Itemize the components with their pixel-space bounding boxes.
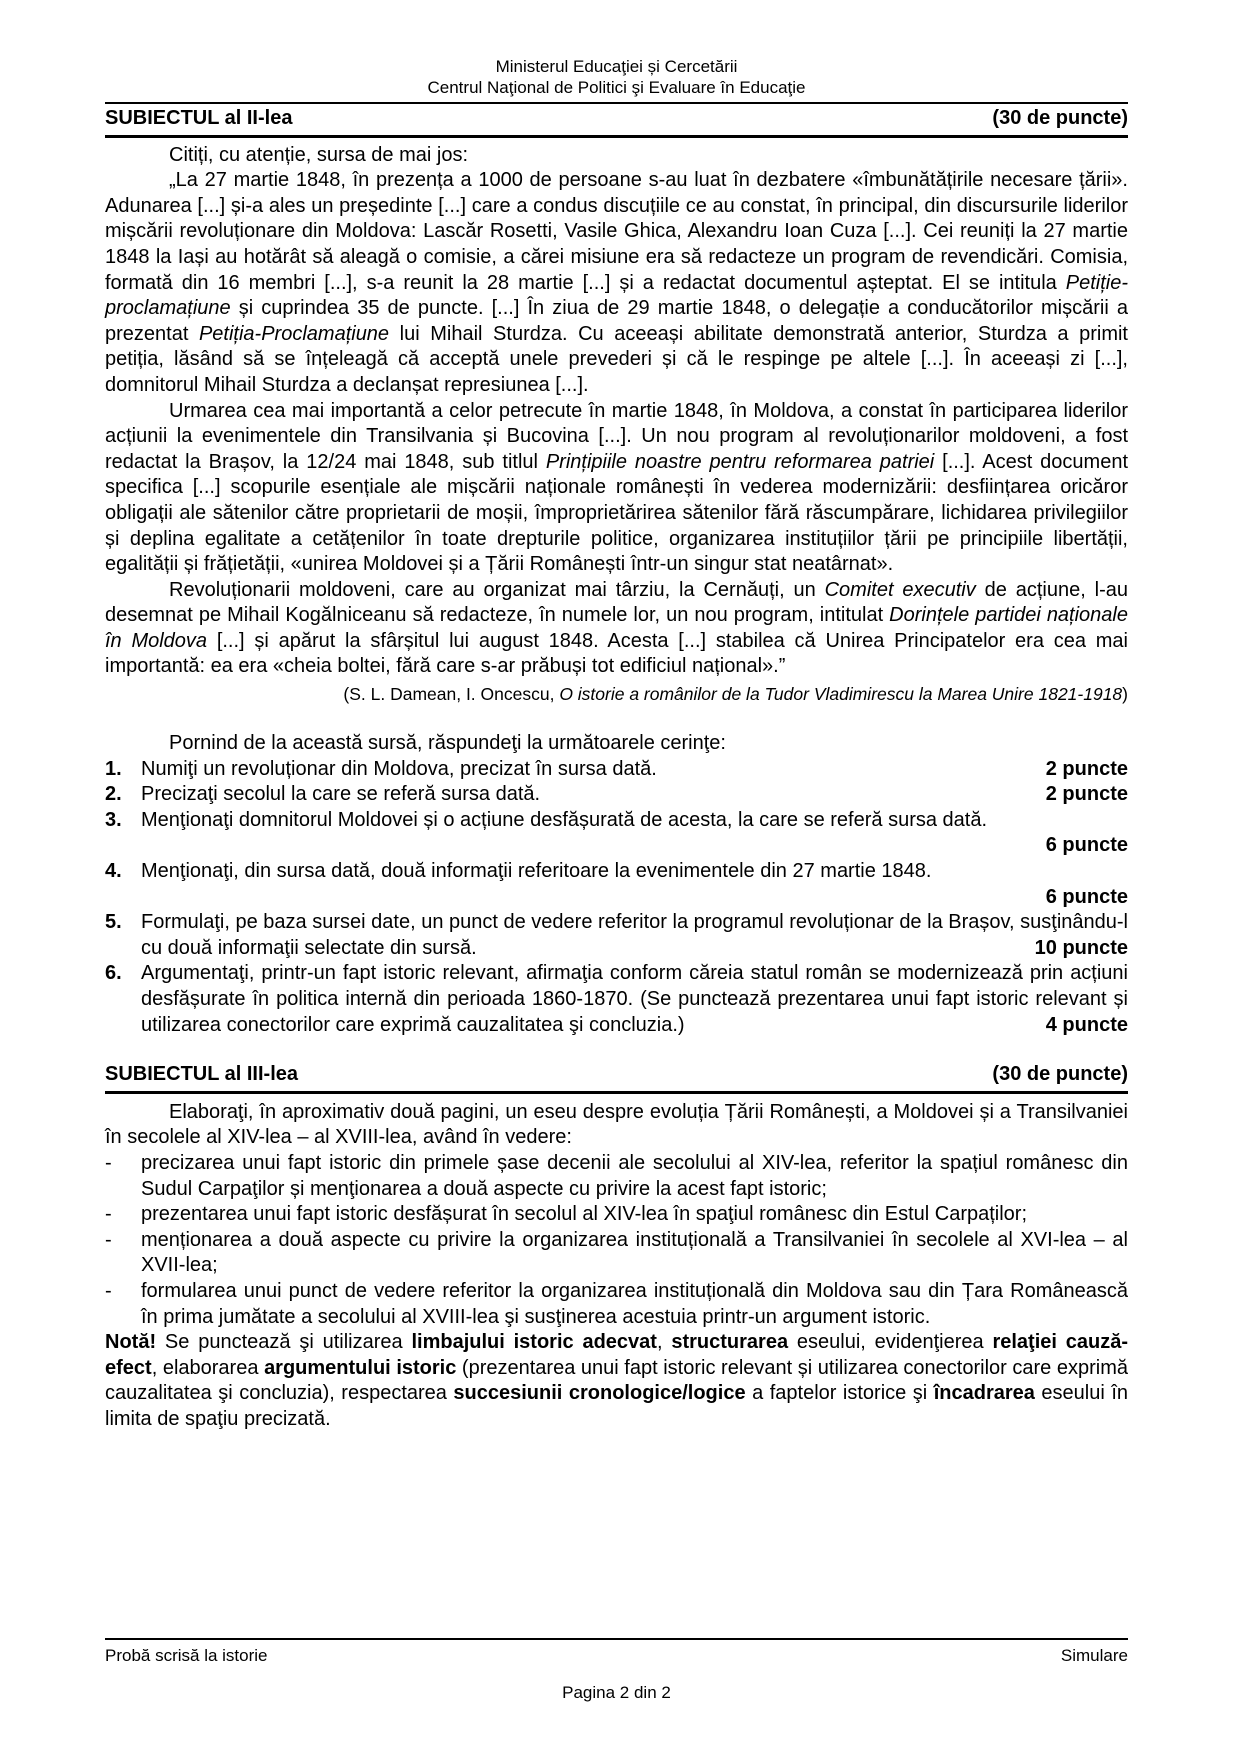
essay-requirement-text: prezentarea unui fapt istoric desfășurat în secolul al XIV-lea în spaţiul românesc din Estul Carpaților;: [141, 1203, 1028, 1226]
subject2-heading: [105, 104, 1128, 138]
essay-requirement-text: formularea unui punct de vedere referitor la organizarea instituțională din Moldova sau din Țara Românească în prima jumătate a secolului al XVIII-lea şi susţinerea acestuia printr-un argument istoric.: [141, 1279, 1128, 1328]
source-paragraph-2: Urmarea cea mai importantă a celor petrecute în martie 1848, în Moldova, a constat în participarea liderilor acțiunii la evenimentele din Transilvania și Bucovina [...]. Un nou program al revoluționarilor moldoveni, a fost redactat la Brașov, la 12/24 mai 1848, sub titlul Prințipiile noastre pentru reformarea patriei [...]. Acest document specifica [...] scopurile esențiale ale mișcării naționale românești în vederea modernizării: desființarea oricăror obligații ale sătenilor către proprietarii de moșii, împroprietărirea sătenilor fără răscumpărare, lichidarea privilegiilor și deplina egalitate a cetățenilor în toate drepturile politice, organizarea instituțiilor țării pe principiile libertății, egalității și frățietății, «unirea Moldovei și a Țării Românești într-un singur stat neatârnat».: [105, 399, 1128, 576]
question-body: [141, 757, 1128, 783]
page-number: Pagina 2 din 2: [562, 1683, 671, 1702]
question-5: [105, 910, 1128, 961]
essay-instruction: Elaboraţi, în aproximativ două pagini, un eseu despre evoluția Țării Românești, a Moldovei și a Transilvaniei în secolele al XIV-lea – al XVIII-lea, având în vedere:: [105, 1100, 1128, 1149]
bullet-dash: -: [105, 1228, 112, 1251]
question-3: [105, 808, 1128, 859]
question-text: Numiţi un revoluționar din Moldova, precizat în sursa dată.: [141, 757, 657, 780]
note-paragraph: Notă! Se punctează şi utilizarea limbajului istoric adecvat, structurarea eseului, evidenţierea relaţiei cauză-efect, elaborarea argumentului istoric (prezentarea unui fapt istoric relevant și utilizarea conectorilor care exprimă cauzalitatea şi concluzia), respectarea succesiunii cronologice/logice a faptelor istorice şi încadrarea eseului în limita de spaţiu precizată.: [105, 1331, 1129, 1430]
question-text: Precizaţi secolul la care se referă sursa dată.: [141, 783, 541, 806]
source-text: [105, 168, 1128, 680]
question-4: [105, 859, 1128, 910]
question-number: 5.: [105, 911, 122, 934]
question-1: [105, 757, 1128, 783]
question-points: 6 puncte: [1045, 834, 1128, 857]
ministry-line-2: Centrul Naţional de Politici şi Evaluare în Educaţie: [427, 78, 806, 97]
question-number: 1.: [105, 757, 122, 780]
question-points: 6 puncte: [1045, 885, 1128, 908]
question-6: [105, 961, 1128, 1038]
essay-requirement-1: [105, 1151, 1128, 1202]
question-number: 4.: [105, 860, 122, 883]
question-text: Menţionaţi domnitorul Moldovei și o acțiune desfășurată de acesta, la care se referă sursa dată.: [141, 808, 988, 831]
essay-requirement-2: [105, 1202, 1128, 1228]
question-number: 2.: [105, 783, 122, 806]
question-text: Formulaţi, pe baza sursei date, un punct de vedere referitor la programul revoluționar de la Brașov, susţinându-l cu două informaţii selectate din sursă.: [141, 911, 1128, 959]
question-body: [141, 782, 1128, 808]
subject2-points: (30 de puncte): [992, 107, 1128, 129]
question-text: Menţionaţi, din sursa dată, două informaţii referitoare la evenimentele din 27 martie 1848.: [141, 860, 932, 883]
source-paragraph-3: Revoluționarii moldoveni, care au organizat mai târziu, la Cernăuți, un Comitet executiv de acțiune, l-au desemnat pe Mihail Kogălniceanu să redacteze, în numele lor, un nou program, intitulat Dorințele partidei naționale în Moldova [...] și apărut la sfârșitul lui august 1848. Acesta [...] stabilea că Unirea Principatelor era cea mai importantă: ea era «cheia boltei, fără care s-ar prăbuși tot edificiul național».”: [105, 578, 1128, 678]
bullet-dash: -: [105, 1279, 112, 1302]
question-body: [141, 808, 1128, 859]
footer-right: Simulare: [1060, 1646, 1128, 1665]
footer: [105, 1638, 1128, 1703]
question-body: [141, 859, 1128, 910]
question-number: 3.: [105, 808, 122, 831]
requirements-intro: Pornind de la această sursă, răspundeţi la următoarele cerinţe:: [169, 732, 726, 755]
essay-requirement-text: precizarea unui fapt istoric din primele șase decenii ale secolului al XIV-lea, referitor la spațiul românesc din Sudul Carpaţilor și menţionarea a două aspecte cu privire la acest fapt istoric;: [141, 1151, 1128, 1200]
question-body: [141, 910, 1128, 961]
bullet-dash: -: [105, 1151, 112, 1174]
footer-left: Probă scrisă la istorie: [105, 1646, 268, 1665]
footer-row: [105, 1640, 1128, 1666]
subject3-points: (30 de puncte): [992, 1063, 1128, 1086]
essay-requirement-4: [105, 1279, 1128, 1330]
essay-requirement-text: menționarea a două aspecte cu privire la organizarea instituțională a Transilvaniei în secolele al XVI-lea – al XVII-lea;: [141, 1228, 1128, 1277]
subject2-title: SUBIECTUL al II-lea: [105, 107, 293, 129]
essay-requirement-3: [105, 1228, 1128, 1279]
source-paragraph-1: „La 27 martie 1848, în prezența a 1000 de persoane s-au luat în dezbatere «îmbunătățirile necesare țării». Adunarea [...] și-a ales un președinte [...] care a condus discuțiile ce au constat, în principal, din discursurile liderilor mișcării revoluționare din Moldova: Lascăr Rosetti, Vasile Ghica, Alexandru Ioan Cuza [...]. Cei reuniți la 27 martie 1848 la Iași au hotărât să aleagă o comisie, a cărei misiune era să redacteze un program de revendicări. Comisia, formată din 16 membri [...], s-a reunit la 28 martie [...] și a redactat documentul așteptat. El se intitula Petiție-proclamațiune și cuprindea 35 de puncte. [...] În ziua de 29 martie 1848, o delegație a conducătorilor mișcării a prezentat Petiția-Proclamațiune lui Mihail Sturdza. Cu aceeași abilitate demonstrată anterior, Sturdza a primit petiția, lăsând să se înțeleagă că acceptă unele prevederi și că le respinge pe altele [...]. În aceeași zi [...], domnitorul Mihail Sturdza a declanșat represiunea [...].: [105, 169, 1128, 396]
question-points: 2 puncte: [1045, 757, 1128, 780]
question-2: [105, 782, 1128, 808]
source-citation: (S. L. Damean, I. Oncescu, O istorie a românilor de la Tudor Vladimirescu la Marea Unire 1821-1918): [343, 684, 1128, 705]
question-body: [141, 961, 1128, 1038]
ministry-line-1: Ministerul Educaţiei și Cercetării: [495, 57, 738, 76]
essay-requirements: [105, 1151, 1128, 1330]
question-points: 10 puncte: [1034, 936, 1128, 959]
bullet-dash: -: [105, 1203, 112, 1226]
question-text: Argumentaţi, printr-un fapt istoric relevant, afirmaţia conform căreia statul român se modernizează prin acțiuni desfășurate în politica internă din perioada 1860-1870. (Se punctează prezentarea unui fapt istoric relevant și utilizarea conectorilor care exprimă cauzalitatea şi concluzia.): [141, 962, 1128, 1036]
question-points: 2 puncte: [1045, 783, 1128, 806]
question-number: 6.: [105, 962, 122, 985]
subject3-heading: [105, 1060, 1128, 1094]
question-points: 4 puncte: [1045, 1013, 1128, 1036]
ministry-header: [105, 56, 1128, 104]
subject3-title: SUBIECTUL al III-lea: [105, 1063, 299, 1086]
subject2-instruction: Citiți, cu atenție, sursa de mai jos:: [169, 143, 469, 166]
